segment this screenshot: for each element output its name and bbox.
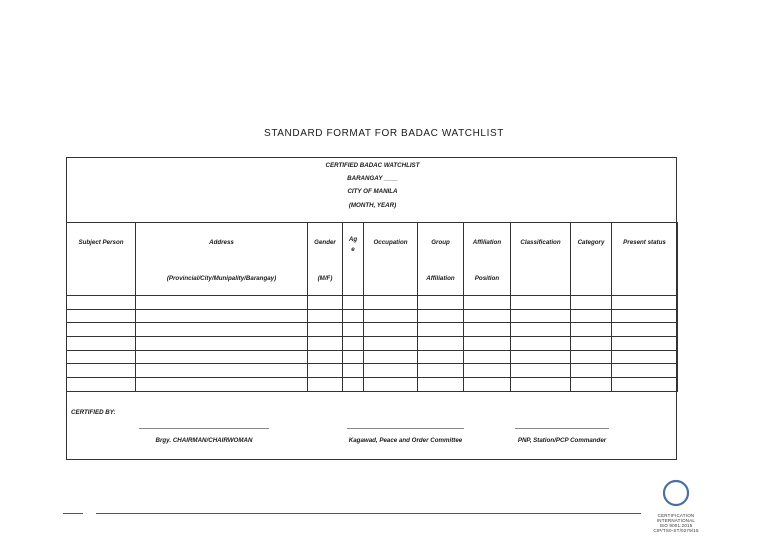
table-cell[interactable] [364,309,418,323]
signatory-label: PNP, Station/PCP Commander [517,437,607,444]
table-row [67,309,678,323]
signatory-label: Brgy. CHAIRMAN/CHAIRWOMAN [155,437,253,444]
logo-line: CERTIFICATION [657,513,695,518]
table-row [67,364,678,378]
table-row [67,337,678,351]
signature-line [347,428,464,429]
table-cell[interactable] [418,296,464,310]
signature-chairman [139,428,269,444]
table-cell[interactable] [464,337,511,351]
table-cell[interactable] [464,323,511,337]
table-cell[interactable] [67,350,136,364]
table-cell[interactable] [612,323,678,337]
table-cell[interactable] [612,309,678,323]
table-cell[interactable] [464,296,511,310]
table-cell[interactable] [511,350,571,364]
footer-rule [63,513,83,514]
table-cell[interactable] [67,323,136,337]
table-cell[interactable] [136,364,308,378]
table-body [67,296,678,392]
signature-kagawad [347,428,464,444]
footer-rule [96,513,641,514]
table-cell[interactable] [67,337,136,351]
circle-logo-icon [661,478,691,508]
table-cell[interactable] [612,378,678,392]
table-cell[interactable] [343,296,364,310]
table-cell[interactable] [364,378,418,392]
table-cell[interactable] [571,378,612,392]
header-line-city: CITY OF MANILA [347,188,398,195]
table-cell[interactable] [464,350,511,364]
col-age: Ag e [343,223,364,296]
table-cell[interactable] [136,296,308,310]
table-cell[interactable] [136,309,308,323]
table-cell[interactable] [308,378,343,392]
watchlist-table [66,222,678,392]
table-cell[interactable] [67,364,136,378]
table-cell[interactable] [343,350,364,364]
table-cell[interactable] [511,323,571,337]
table-cell[interactable] [136,337,308,351]
header-line-barangay: BARANGAY ____ [347,175,398,182]
watchlist-form [66,157,677,460]
certified-by-label: CERTIFIED BY: [71,409,116,416]
table-cell[interactable] [67,378,136,392]
table-cell[interactable] [343,364,364,378]
col-address: Address (Provincial/City/Munipality/Barangay) [136,223,308,296]
table-cell[interactable] [571,364,612,378]
col-gender: Gender (M/F) [308,223,343,296]
table-cell[interactable] [464,309,511,323]
table-cell[interactable] [571,296,612,310]
table-row [67,350,678,364]
col-present-status: Present status [612,223,678,296]
signature-pnp [515,428,609,444]
col-affiliation: Affiliation Position [464,223,511,296]
table-cell[interactable] [418,350,464,364]
table-cell[interactable] [571,323,612,337]
table-cell[interactable] [612,350,678,364]
table-cell[interactable] [571,337,612,351]
table-cell[interactable] [511,296,571,310]
table-cell[interactable] [418,309,464,323]
table-cell[interactable] [67,309,136,323]
document-title: STANDARD FORMAT FOR BADAC WATCHLIST [264,128,504,139]
table-cell[interactable] [364,323,418,337]
table-cell[interactable] [511,378,571,392]
table-cell[interactable] [612,296,678,310]
table-cell[interactable] [511,364,571,378]
header-line-certified: CERTIFIED BADAC WATCHLIST [325,162,420,169]
col-classification: Classification [511,223,571,296]
table-row [67,323,678,337]
table-cell[interactable] [418,337,464,351]
table-cell[interactable] [343,378,364,392]
table-cell[interactable] [343,337,364,351]
table-cell[interactable] [308,323,343,337]
table-cell[interactable] [343,323,364,337]
table-cell[interactable] [511,337,571,351]
col-occupation: Occupation [364,223,418,296]
table-row [67,378,678,392]
col-category: Category [571,223,612,296]
table-cell[interactable] [308,337,343,351]
col-group: Group Affiliation [418,223,464,296]
table-cell[interactable] [464,378,511,392]
signature-line [139,428,269,429]
table-cell[interactable] [511,309,571,323]
table-cell[interactable] [464,364,511,378]
table-row [67,296,678,310]
table-cell[interactable] [612,364,678,378]
table-cell[interactable] [136,323,308,337]
table-cell[interactable] [343,309,364,323]
table-cell[interactable] [571,309,612,323]
certification-logo [646,478,706,533]
table-cell[interactable] [308,309,343,323]
signatory-label: Kagawad, Peace and Order Committee [348,437,463,444]
table-cell[interactable] [308,364,343,378]
table-cell[interactable] [308,350,343,364]
signature-line [515,428,609,429]
table-cell[interactable] [136,378,308,392]
table-cell[interactable] [136,350,308,364]
header-line-month-year: (MONTH, YEAR) [348,202,397,209]
table-cell[interactable] [612,337,678,351]
table-cell[interactable] [364,350,418,364]
table-cell[interactable] [67,296,136,310]
table-cell[interactable] [418,378,464,392]
table-cell[interactable] [364,337,418,351]
table-header-row [67,223,678,296]
table-cell[interactable] [308,296,343,310]
table-cell[interactable] [571,350,612,364]
table-cell[interactable] [364,296,418,310]
table-cell[interactable] [418,323,464,337]
logo-line: INTERNATIONAL [656,518,696,523]
logo-line: ISO 9001:2015 [659,523,693,528]
table-cell[interactable] [364,364,418,378]
logo-line: CIP/TS0-ST/0279/15 [653,528,699,533]
col-subject-person: Subject Person [67,223,136,296]
table-cell[interactable] [418,364,464,378]
